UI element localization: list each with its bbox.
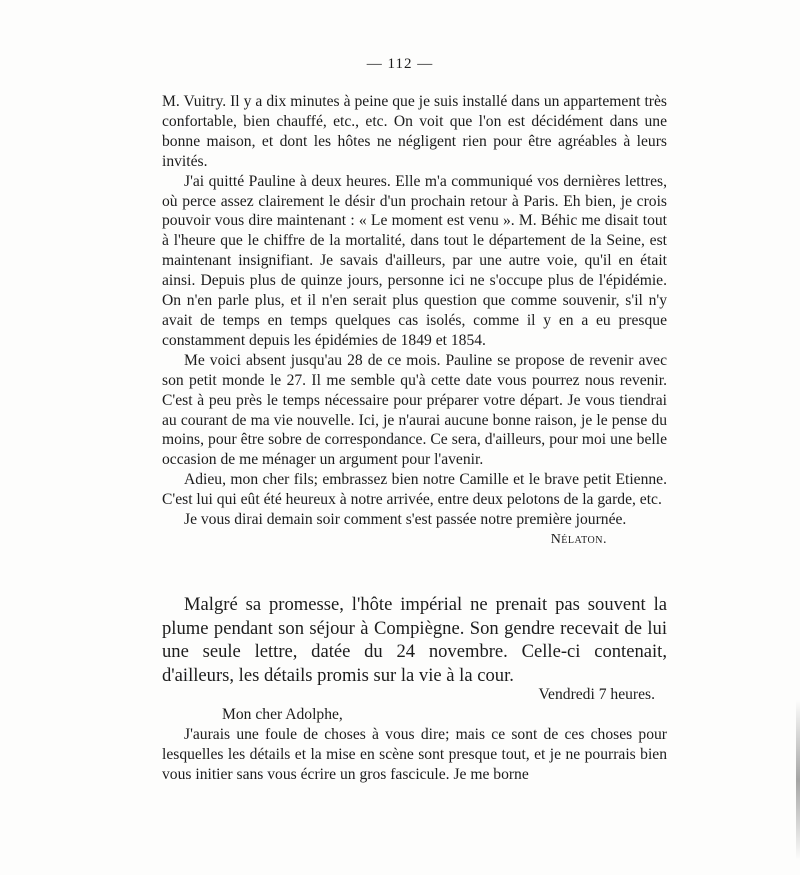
letter-paragraph: J'ai quitté Pauline à deux heures. Elle m'a communiqué vos dernières lettres, où perce assez clairement le désir d'un prochain retour à Paris. Eh bien, je crois pouvoir vous dire maintenant : « Le moment est venu ». M. Béhic me disait tout à l'heure que le chiffre de la mortalité, dans tout le département de la Seine, est maintenant insignifiant. Je savais d'ailleurs, par une autre voie, qu'il en était ainsi. Depuis plus de quinze jours, personne ici ne s'occupe plus de l'épidémie. On n'en parle plus, et il n'en serait plus question que comme souvenir, s'il n'y avait de temps en temps quelques cas isolés, comme il y en a eu presque constamment depuis les épidémies de 1849 et 1854.	[162, 172, 667, 349]
letter-paragraph: J'aurais une foule de choses à vous dire; mais ce sont de ces choses pour lesquelles les détails et la mise en scène sont presque tout, et je ne pourrais bien vous initier sans vous écrire un gros fascicule. Je me borne	[162, 725, 667, 783]
letter-adolphe	[162, 685, 667, 785]
letter-paragraph: Je vous dirai demain soir comment s'est passée notre première journée.	[184, 511, 627, 529]
page-edge-shadow	[796, 700, 800, 860]
letter-salutation: Mon cher Adolphe,	[222, 705, 343, 723]
letter-paragraph: Adieu, mon cher fils; embrassez bien notre Camille et le brave petit Etienne. C'est lui qui eût été heureux à notre arrivée, entre deux pelotons de la garde, etc.	[162, 471, 667, 509]
narrative-text: Malgré sa promesse, l'hôte impérial ne prenait pas souvent la plume pendant son séjour à Compiègne. Son gendre recevait de lui une seule lettre, datée du 24 novembre. Celle-ci contenait, d'ailleurs, les détails promis sur la vie à la cour.	[162, 594, 667, 686]
letter-paragraph: Me voici absent jusqu'au 28 de ce mois. Pauline se propose de revenir avec son petit monde le 27. Il me semble qu'à cette date vous pourrez nous revenir. C'est à peu près le temps nécessaire pour préparer votre départ. Je vous tiendrai au courant de ma vie nouvelle. Ici, je n'aurai aucune bonne raison, je le pense du moins, pour être sobre de correspondance. Ce sera, d'ailleurs, pour moi une belle occasion de me ménager un argument pour l'avenir.	[162, 351, 667, 469]
narrative-paragraph	[162, 593, 667, 687]
letter-signature: Nélaton.	[550, 531, 607, 547]
letter-paragraph: M. Vuitry. Il y a dix minutes à peine que je suis installé dans un appartement très confortable, bien chauffé, etc., etc. On voit que l'on est décidément dans une bonne maison, et dont les hôtes ne négligent rien pour être agréables à leurs invités.	[162, 93, 667, 170]
letter-nelaton	[162, 92, 667, 550]
page-number: — 112 —	[366, 56, 434, 72]
letter-dateline: Vendredi 7 heures.	[538, 686, 655, 703]
